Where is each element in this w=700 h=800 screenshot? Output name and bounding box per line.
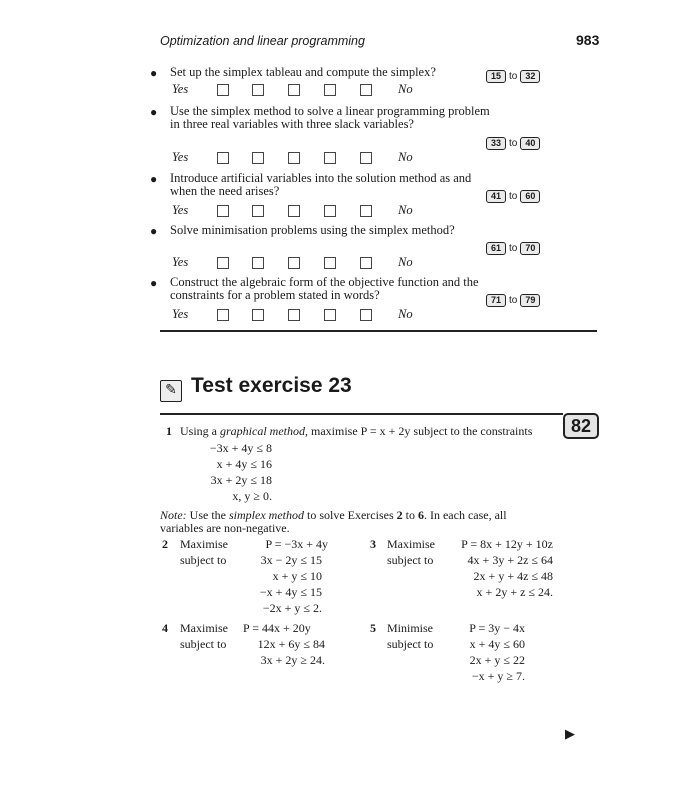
checklist-question: Construct the algebraic form of the objective function and the constraints for a problem stated in words?	[170, 275, 479, 302]
rating-checkbox[interactable]	[324, 205, 336, 217]
constraint: 3x + 2y ≤ 18	[210, 473, 272, 487]
subject-to-label: subject to	[180, 637, 227, 651]
constraint: x + 4y ≤ 16	[216, 457, 272, 471]
rating-checkbox[interactable]	[360, 309, 372, 321]
rating-checkbox[interactable]	[324, 84, 336, 96]
next-page-arrow-icon[interactable]: ▶	[565, 726, 575, 741]
rating-checkbox[interactable]	[217, 152, 229, 164]
subject-to-label: subject to	[180, 553, 227, 567]
bullet-icon: ●	[150, 105, 158, 119]
question-number: 5	[370, 621, 376, 635]
constraint: 2x + y ≤ 22	[469, 653, 525, 667]
frame-reference[interactable]: 61 to 70	[486, 238, 540, 256]
frame-reference[interactable]: 33 to 40	[486, 133, 540, 151]
rating-checkbox[interactable]	[252, 257, 264, 269]
frame-reference[interactable]: 15 to 32	[486, 66, 540, 84]
section-divider	[160, 413, 563, 415]
subject-to-label: subject to	[387, 553, 434, 567]
frame-reference[interactable]: 71 to 79	[486, 290, 540, 308]
no-label: No	[398, 255, 413, 269]
constraint: 3x + 2y ≥ 24.	[260, 653, 325, 667]
rating-checkbox[interactable]	[288, 309, 300, 321]
subject-to-label: subject to	[387, 637, 434, 651]
rating-checkbox[interactable]	[360, 257, 372, 269]
rating-checkbox[interactable]	[252, 152, 264, 164]
yes-label: Yes	[172, 307, 189, 321]
yes-label: Yes	[172, 150, 189, 164]
page-number: 983	[576, 32, 600, 48]
constraint: 3x − 2y ≤ 15	[260, 553, 322, 567]
rating-checkbox[interactable]	[360, 152, 372, 164]
rating-checkbox[interactable]	[252, 309, 264, 321]
constraint: x + 4y ≤ 60	[469, 637, 525, 651]
constraint: 4x + 3y + 2z ≤ 64	[467, 553, 553, 567]
note-text: variables are non-negative.	[160, 521, 290, 535]
section-title: Test exercise 23	[191, 374, 352, 397]
yes-label: Yes	[172, 82, 189, 96]
rating-checkbox[interactable]	[217, 205, 229, 217]
rating-checkbox[interactable]	[288, 152, 300, 164]
question-number: 2	[162, 537, 168, 551]
checklist-question: Introduce artificial variables into the solution method as and when the need arises?	[170, 171, 472, 198]
rating-checkbox[interactable]	[360, 84, 372, 96]
constraint: 2x + y + 4z ≤ 48	[473, 569, 553, 583]
constraint: −x + y ≥ 7.	[471, 669, 525, 683]
rating-checkbox[interactable]	[252, 205, 264, 217]
question-verb: Minimise	[387, 621, 434, 635]
rating-checkbox[interactable]	[288, 257, 300, 269]
rating-checkbox[interactable]	[252, 84, 264, 96]
rating-checkbox[interactable]	[360, 205, 372, 217]
bullet-icon: ●	[150, 172, 158, 186]
objective-function: P = 3y − 4x	[469, 621, 525, 635]
section-divider	[160, 330, 597, 332]
no-label: No	[398, 82, 413, 96]
constraint: −3x + 4y ≤ 8	[209, 441, 272, 455]
constraint: −x + 4y ≤ 15	[259, 585, 322, 599]
no-label: No	[398, 307, 413, 321]
bullet-icon: ●	[150, 276, 158, 290]
yes-label: Yes	[172, 203, 189, 217]
rating-checkbox[interactable]	[324, 309, 336, 321]
constraint: x + y ≤ 10	[272, 569, 322, 583]
rating-checkbox[interactable]	[217, 84, 229, 96]
rating-checkbox[interactable]	[324, 257, 336, 269]
constraint: x, y ≥ 0.	[232, 489, 272, 503]
question-verb: Maximise	[387, 537, 435, 551]
question-number: 1	[166, 424, 172, 438]
frame-reference[interactable]: 41 to 60	[486, 186, 540, 204]
checklist-question: Set up the simplex tableau and compute the simplex?	[170, 65, 436, 79]
rating-checkbox[interactable]	[217, 257, 229, 269]
yes-label: Yes	[172, 255, 189, 269]
question-verb: Maximise	[180, 621, 228, 635]
test-exercise-icon: ✎	[160, 380, 182, 402]
rating-checkbox[interactable]	[324, 152, 336, 164]
checklist-question: Solve minimisation problems using the simplex method?	[170, 223, 455, 237]
objective-function: P = −3x + 4y	[265, 537, 328, 551]
question-number: 3	[370, 537, 376, 551]
checklist-question: Use the simplex method to solve a linear programming problem in three real variables with three slack variables?	[170, 104, 490, 131]
constraint: −2x + y ≤ 2.	[262, 601, 322, 615]
constraint: x + 2y + z ≤ 24.	[476, 585, 553, 599]
bullet-icon: ●	[150, 66, 158, 80]
question-number: 4	[162, 621, 168, 635]
frame-reference[interactable]: 82	[563, 413, 599, 439]
note-text: Note: Use the simplex method to solve Exercises 2 to 6. In each case, all	[160, 508, 507, 522]
running-header: Optimization and linear programming	[160, 34, 365, 48]
constraint: 12x + 6y ≤ 84	[257, 637, 325, 651]
objective-function: P = 44x + 20y	[243, 621, 311, 635]
rating-checkbox[interactable]	[288, 84, 300, 96]
objective-function: P = 8x + 12y + 10z	[461, 537, 553, 551]
rating-checkbox[interactable]	[217, 309, 229, 321]
rating-checkbox[interactable]	[288, 205, 300, 217]
no-label: No	[398, 150, 413, 164]
no-label: No	[398, 203, 413, 217]
bullet-icon: ●	[150, 224, 158, 238]
question-text: Using a graphical method, maximise P = x + 2y subject to the constraints	[180, 424, 533, 438]
question-verb: Maximise	[180, 537, 228, 551]
